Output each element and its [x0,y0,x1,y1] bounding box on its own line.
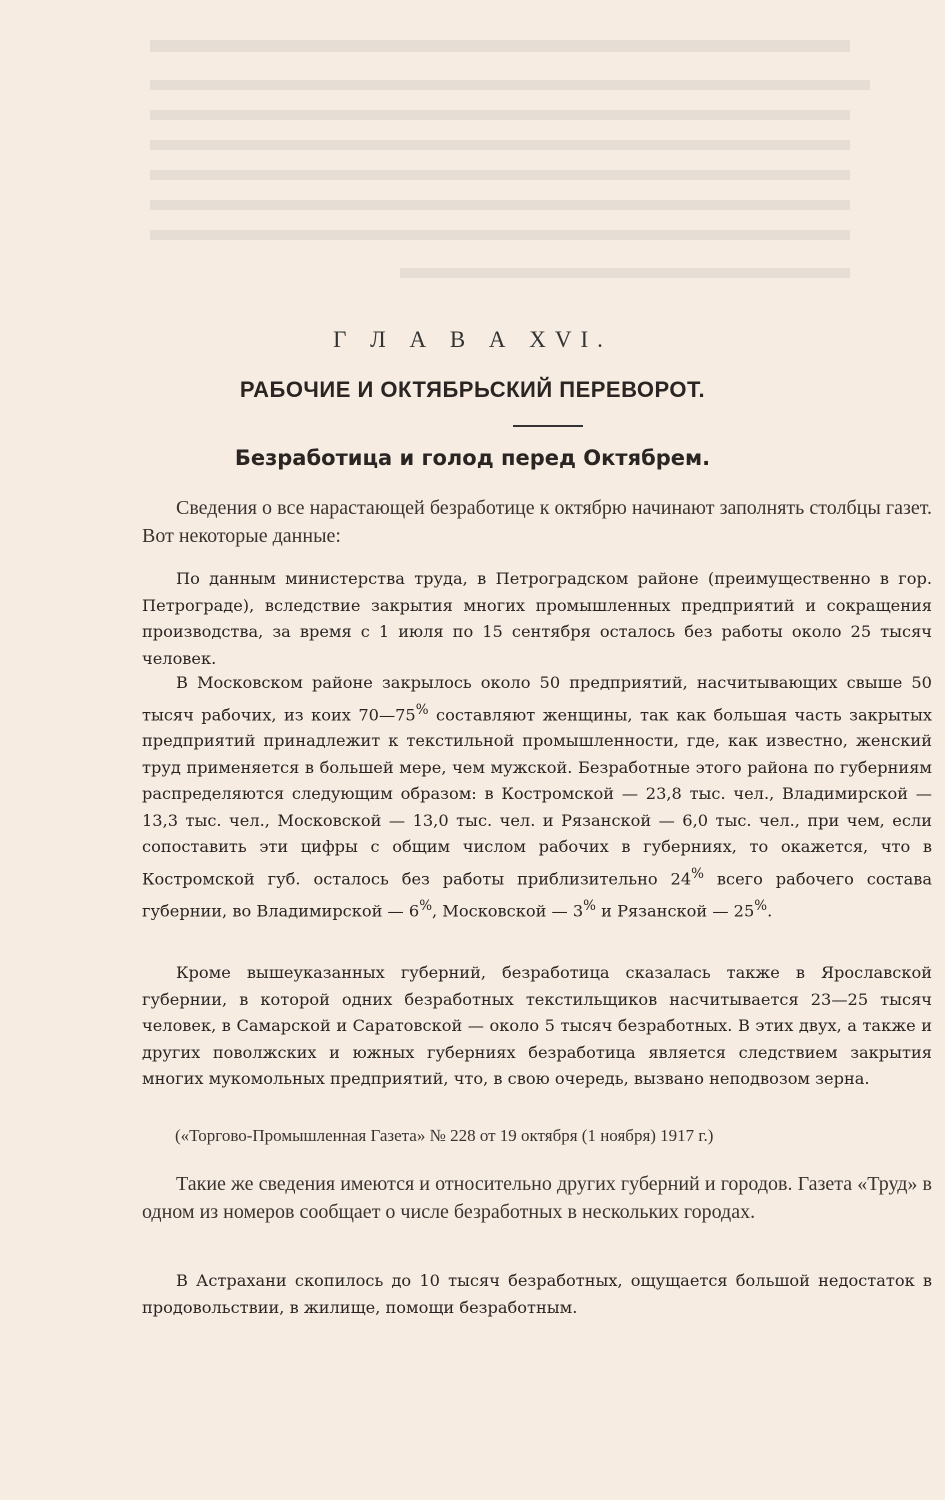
quote-p2-end: . [767,901,773,921]
percent-sign: % [419,897,433,914]
source-citation: («Торгово-Промышленная Газета» № 228 от 19 октября (1 ноября) 1917 г.) [175,1126,714,1145]
percent-sign: % [583,897,596,914]
quote-paragraph-2 [142,670,932,925]
quote-paragraph-3: Кроме вышеуказанных губерний, безработица сказалась также в Ярославской губернии, в которой одних безработных текстильщиков насчитывается 23—25 тысяч человек, в Самарской и Саратовской — около 5 тысяч безработных. В этих двух, а также и других поволжских и южных губерниях безработица является следствием закрытия многих мукомольных предприятий, что, в свою очередь, вызвано неподвозом зерна. [142,963,932,1088]
bleed-through-texture [0,0,945,320]
quote-p2-after: составляют женщины, так как большая часть закрытых предприятий принадлежит к текстильной промышленности, где, как известно, женский труд применяется в большей мере, чем мужской. Безработные этого района по губерниям распределяются следующим образом: в Костромской — 23,8 тыс. чел., Владимирской — 13,3 тыс. чел., Московской — 13,0 тыс. чел. и Рязанской — 6,0 тыс. чел., при чем, если сопоставить эти цифры с общим числом рабочих в губерниях, то окажется, что в Костромской губ. осталось без работы приблизительно 24 [142,704,932,889]
quote-p2-ryazan: и Рязанской — 25 [596,901,755,921]
quote2-paragraph: В Астрахани скопилось до 10 тысяч безработных, ощущается большой недостаток в продовольствии, в жилище, помощи безработным. [142,1271,932,1317]
followup-paragraph: Такие же сведения имеются и относительно других губерний и городов. Газета «Труд» в одном из номеров сообщает о числе безработных в нескольких городах. [142,1173,932,1223]
quote-paragraph-1: По данным министерства труда, в Петроградском районе (преимущественно в гор. Петрограде), вследствие закрытия многих промышленных предприятий и сокращения производства, за время с 1 июля по 15 сентября осталось без работы около 25 тысяч человек. [142,569,932,668]
percent-sign: % [691,865,704,882]
title-divider [513,425,583,427]
quote-p2-before: В Московском районе закрылось около 50 предприятий, насчитывающих свыше 50 тысяч рабочих, из коих 70—75 [142,673,932,724]
quote-p2-tail: всего рабочего состава губернии, во Владимирской — 6 [142,869,932,921]
chapter-title: РАБОЧИЕ И ОКТЯБРЬСКИЙ ПЕРЕВОРОТ. [239,377,706,402]
intro-paragraph: Сведения о все нарастающей безработице к октябрю начинают заполнять столбцы газет. Вот некоторые данные: [142,497,932,547]
section-title: Безработица и голод перед Октябрем. [234,446,711,470]
percent-sign: % [415,701,429,718]
quote-p2-moscow: , Московской — 3 [432,901,584,921]
percent-sign: % [754,897,768,914]
chapter-heading: Г Л А В А XVI. [333,327,612,352]
